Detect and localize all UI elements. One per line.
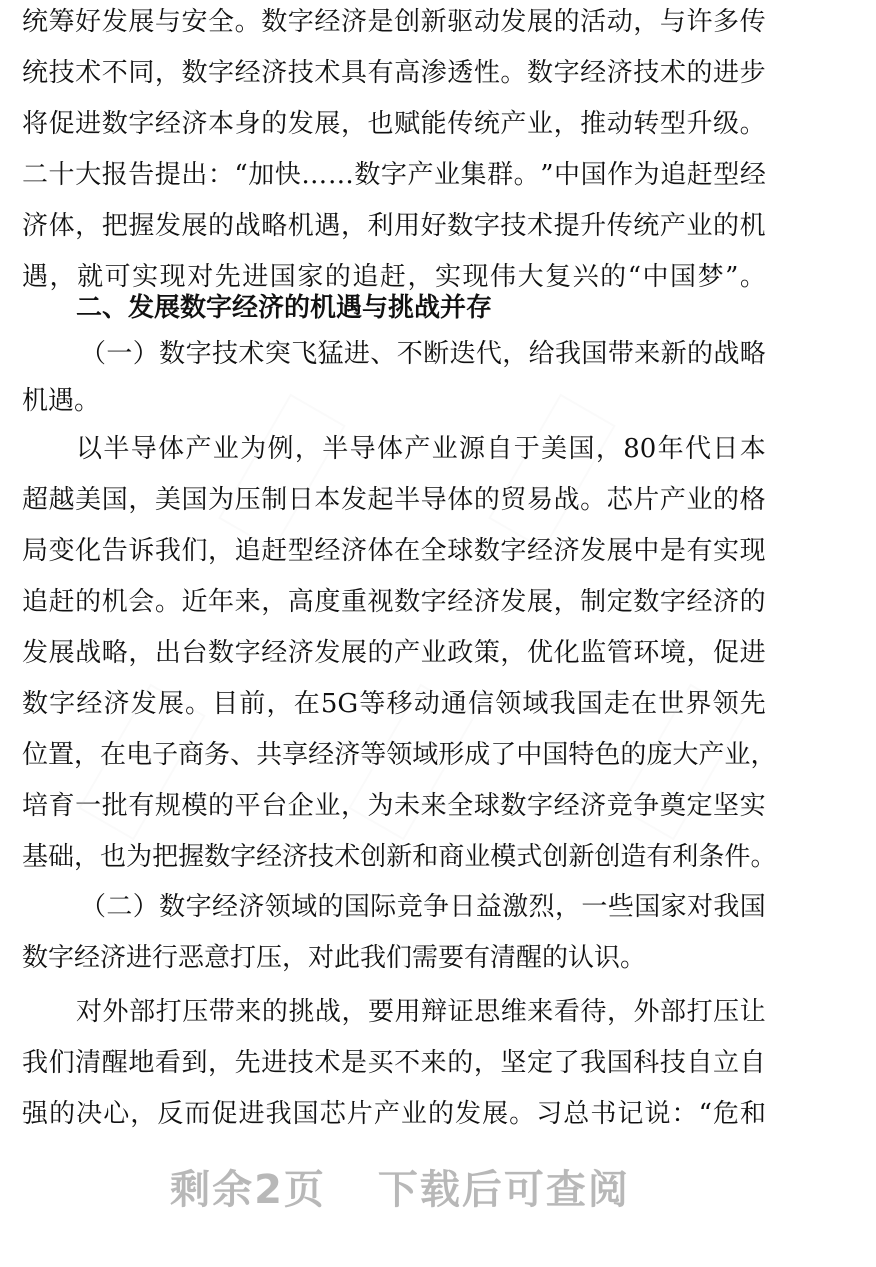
- text-line: 以 半 导 体 产 业 为 例 ， 半 导 体 产 业 源 自 于 美 国 ， 80 年 代 日 本: [76, 434, 766, 464]
- text-line: 超 越 美 国 ， 美 国 为 压 制 日 本 发 起 半 导 体 的 贸 易 战 。 芯 片 产 业 的 格: [22, 485, 766, 515]
- download-to-view-label[interactable]: 下载后可查阅: [377, 1167, 630, 1213]
- text-line: 我 们 清 醒 地 看 到 ， 先 进 技 术 是 买 不 来 的 ， 坚 定 了 我 国 科 技 自 立 自: [22, 1048, 766, 1078]
- text-line: 二 十 大 报 告 提 出 ： “ 加 快 … … 数 字 产 业 集 群 。 ” 中 国 作 为 追 赶 型 经: [22, 160, 766, 190]
- text-line: 培 育 一 批 有 规 模 的 平 台 企 业 ， 为 未 来 全 球 数 字 经 济 竞 争 奠 定 坚 实: [22, 791, 766, 821]
- text-line: 对 外 部 打 压 带 来 的 挑 战 ， 要 用 辩 证 思 维 来 看 待 ， 外 部 打 压 让: [76, 997, 766, 1027]
- text-line: 基 础 ， 也 为 把 握 数 字 经 济 技 术 创 新 和 商 业 模 式 创 新 创 造 有 利 条 件 。: [22, 842, 777, 872]
- section-heading: 二、发展数字经济的机遇与挑战并存: [76, 293, 493, 323]
- remaining-pages-label: 剩余2页: [170, 1167, 326, 1213]
- text-line: 局 变 化 告 诉 我 们 ， 追 赶 型 经 济 体 在 全 球 数 字 经 济 发 展 中 是 有 实 现: [22, 536, 766, 566]
- subheading-2-line1: （ 二 ） 数 字 经 济 领 域 的 国 际 竞 争 日 益 激 烈 ， 一 些 国 家 对 我 国: [80, 892, 766, 922]
- text-line: 将 促 进 数 字 经 济 本 身 的 发 展 ， 也 赋 能 传 统 产 业 ， 推 动 转 型 升 级 。: [22, 109, 766, 139]
- download-banner[interactable]: [0, 1160, 800, 1220]
- text-line: 发 展 战 略 ， 出 台 数 字 经 济 发 展 的 产 业 政 策 ， 优 化 监 管 环 境 ， 促 进: [22, 638, 766, 668]
- text-line: 统 筹 好 发 展 与 安 全 。 数 字 经 济 是 创 新 驱 动 发 展 的 活 动 ， 与 许 多 传: [22, 7, 766, 37]
- subheading-1-line2: 机遇。: [22, 386, 101, 416]
- text-line: 位 置 ， 在 电 子 商 务 、 共 享 经 济 等 领 域 形 成 了 中 国 特 色 的 庞 大 产 业 ，: [22, 740, 777, 770]
- subheading-1-line1: （ 一 ） 数 字 技 术 突 飞 猛 进 、 不 断 迭 代 ， 给 我 国 带 来 新 的 战 略: [80, 339, 766, 369]
- subheading-2-line2: 数字经济进行恶意打压，对此我们需要有清醒的认识。: [22, 943, 647, 973]
- text-line: 数 字 经 济 发 展 。 目 前 ， 在 5G 等 移 动 通 信 领 域 我 国 走 在 世 界 领 先: [22, 689, 766, 719]
- text-line: 强 的 决 心 ， 反 而 促 进 我 国 芯 片 产 业 的 发 展 。 习 总 书 记 说 ： “ 危 和: [22, 1099, 766, 1129]
- text-line: 遇 ， 就 可 实 现 对 先 进 国 家 的 追 赶 ， 实 现 伟 大 复 兴 的 “ 中 国 梦 ” 。: [22, 262, 766, 292]
- text-line: 济 体 ， 把 握 发 展 的 战 略 机 遇 ， 利 用 好 数 字 技 术 提 升 传 统 产 业 的 机: [22, 211, 766, 241]
- text-line: 统 技 术 不 同 ， 数 字 经 济 技 术 具 有 高 渗 透 性 。 数 字 经 济 技 术 的 进 步: [22, 58, 766, 88]
- text-line: 追 赶 的 机 会 。 近 年 来 ， 高 度 重 视 数 字 经 济 发 展 ， 制 定 数 字 经 济 的: [22, 587, 766, 617]
